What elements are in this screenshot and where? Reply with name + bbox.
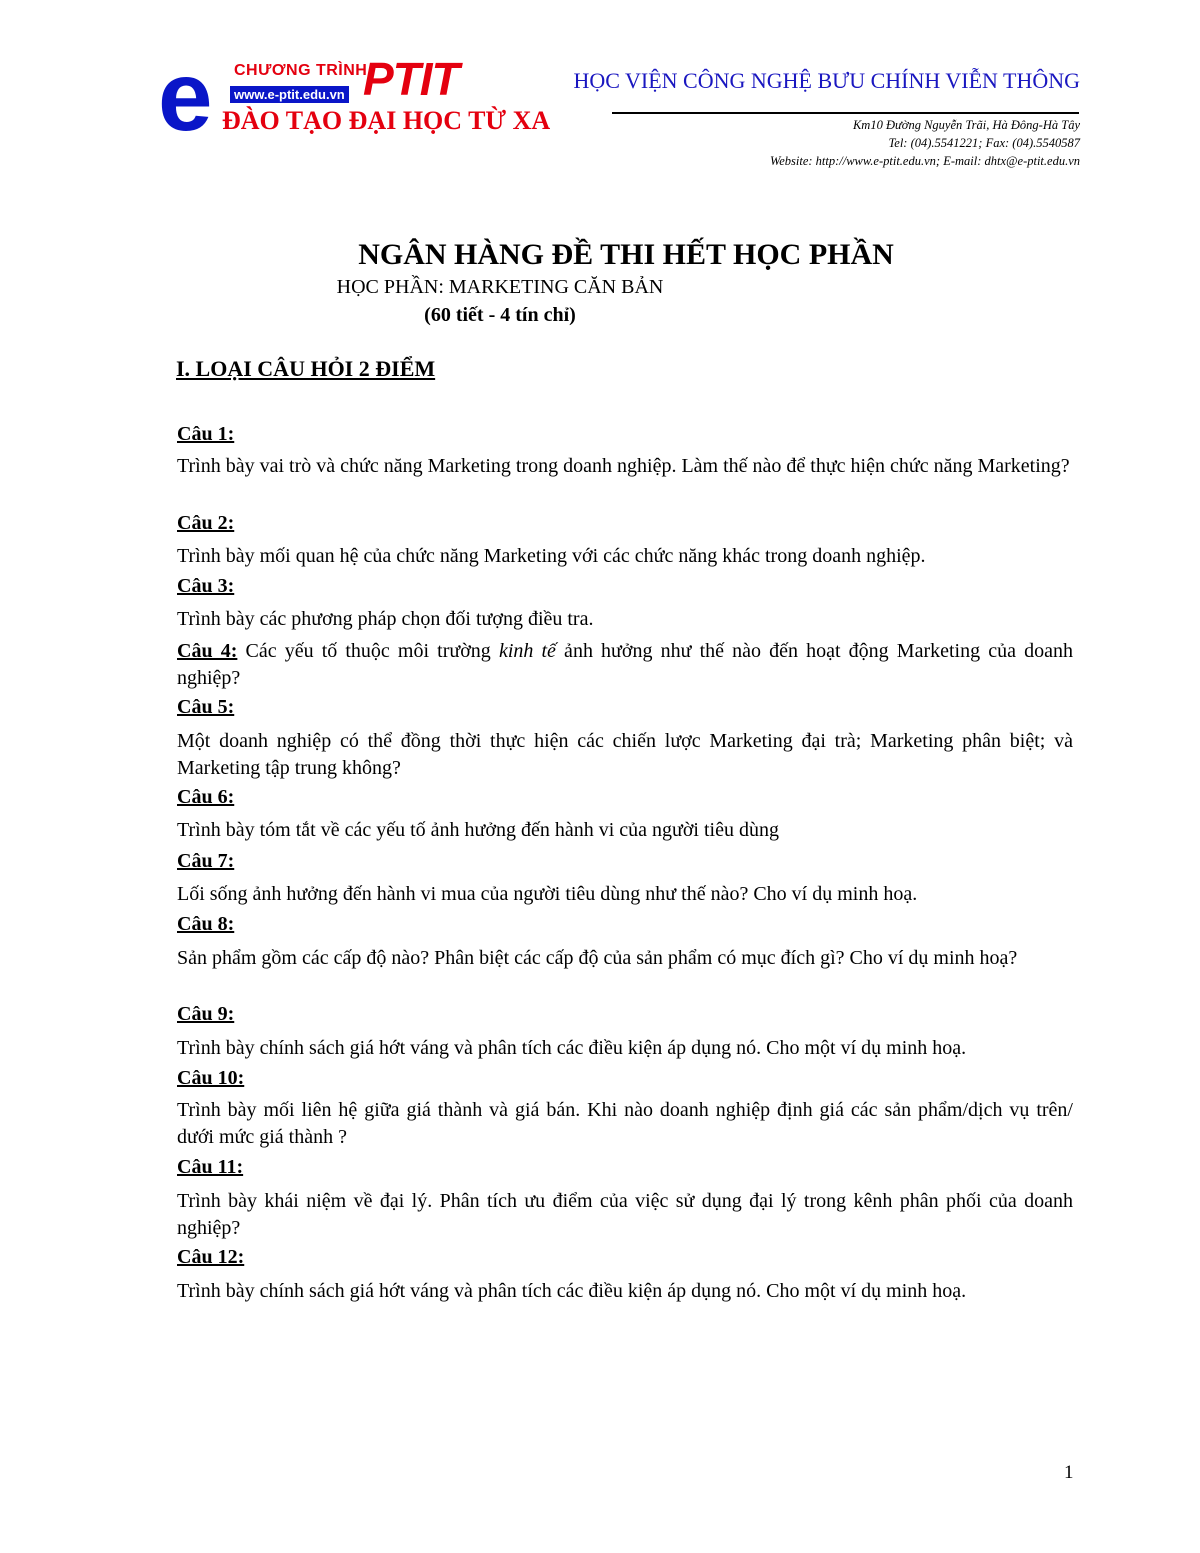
logo-brand: PTIT [363, 53, 459, 105]
logo-program-text: CHƯƠNG TRÌNH [234, 62, 368, 79]
question-text: Các yếu tố thuộc môi trường [237, 640, 499, 662]
question-text: Trình bày tóm tắt về các yếu tố ảnh hưởng đến hành vi của người tiêu dùng [177, 819, 779, 841]
question-label: Câu 7: [177, 850, 235, 872]
question-text: ảnh hưởng như thế nào đến hoạt động Marketing của doanh nghiệp? [177, 640, 1073, 689]
question-text: Trình bày các phương pháp chọn đối tượng điều tra. [177, 608, 594, 630]
header-divider [612, 112, 1079, 114]
question-text: Trình bày mối quan hệ của chức năng Marketing với các chức năng khác trong doanh nghiệp. [177, 545, 926, 567]
logo-url: www.e-ptit.edu.vn [230, 86, 349, 103]
question-text: Trình bày mối liên hệ giữa giá thành và giá bán. Khi nào doanh nghiệp định giá các sản phẩm/dịch vụ trên/ dưới mức giá thành ? [177, 1099, 1073, 1148]
question-text: Một doanh nghiệp có thể đồng thời thực hiện các chiến lược Marketing đại trà; Marketing phân biệt; và Marketing tập trung không? [177, 730, 1073, 779]
question-label: Câu 9: [177, 1003, 235, 1025]
course-credits: (60 tiết - 4 tín chỉ) [424, 304, 576, 326]
question-text: Trình bày khái niệm về đại lý. Phân tích ưu điểm của việc sử dụng đại lý trong kênh phân phối của doanh nghiệp? [177, 1190, 1073, 1239]
question-text: Trình bày vai trò và chức năng Marketing trong doanh nghiệp. Làm thế nào để thực hiện chức năng Marketing? [177, 455, 1070, 477]
course-name: HỌC PHẦN: MARKETING CĂN BẢN [336, 276, 664, 298]
question-label: Câu 6: [177, 786, 235, 808]
question-text: Lối sống ảnh hưởng đến hành vi mua của người tiêu dùng như thế nào? Cho ví dụ minh hoạ. [177, 883, 918, 905]
question-emphasis: kinh tế [498, 640, 556, 662]
question-label: Câu 1: [177, 423, 235, 445]
question-label: Câu 8: [177, 913, 235, 935]
page-title: NGÂN HÀNG ĐỀ THI HẾT HỌC PHẦN [358, 238, 894, 271]
question-label: Câu 2: [177, 512, 235, 534]
institute-name: HỌC VIỆN CÔNG NGHỆ BƯU CHÍNH VIỄN THÔNG [573, 68, 1080, 93]
question-text: Sản phẩm gồm các cấp độ nào? Phân biệt các cấp độ của sản phẩm có mục đích gì? Cho ví dụ minh hoạ? [177, 947, 1018, 969]
question-label: Câu 5: [177, 696, 235, 718]
question-label: Câu 11: [177, 1156, 244, 1178]
question-label: Câu 4: [177, 640, 238, 662]
section-heading: I. LOẠI CÂU HỎI 2 ĐIỂM [176, 356, 436, 381]
question-text: Trình bày chính sách giá hớt váng và phân tích các điều kiện áp dụng nó. Cho một ví dụ minh hoạ. [177, 1280, 967, 1302]
question-label: Câu 10: [177, 1067, 245, 1089]
logo-subtitle: ĐÀO TẠO ĐẠI HỌC TỪ XA [222, 106, 551, 135]
program-logo [158, 41, 551, 151]
institute-address: Km10 Đường Nguyễn Trãi, Hà Đông-Hà Tây [852, 118, 1080, 132]
question-text: Trình bày chính sách giá hớt váng và phân tích các điều kiện áp dụng nó. Cho một ví dụ minh hoạ. [177, 1037, 967, 1059]
question-label: Câu 3: [177, 575, 235, 597]
question-label: Câu 12: [177, 1246, 245, 1268]
logo-letter: e [158, 41, 213, 151]
question-4 [177, 638, 1073, 692]
institute-website: Website: http://www.e-ptit.edu.vn; E-mail: dhtx@e-ptit.edu.vn [769, 154, 1080, 168]
institute-phone: Tel: (04).5541221; Fax: (04).5540587 [888, 136, 1080, 150]
page-number: 1 [1064, 1462, 1074, 1483]
